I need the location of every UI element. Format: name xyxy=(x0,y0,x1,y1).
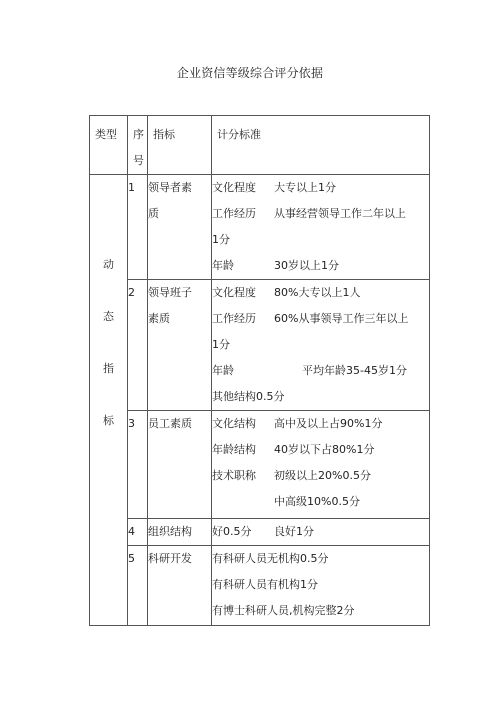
standard-cell: 好0.5分 良好1分 xyxy=(212,519,430,546)
header-indicator: 指标 xyxy=(148,116,212,175)
standard-cell: 文化程度 大专以上1分 工作经历 从事经营领导工作二年以上 1分 年龄 30岁以上1分 xyxy=(212,175,430,280)
standard-cell: 文化结构 高中及以上占90%1分 年龄结构 40岁以下占80%1分 技术职称 初级以上20%0.5分 中高级10%0.5分 xyxy=(212,411,430,519)
scoring-table xyxy=(89,115,430,626)
type-char: 指 xyxy=(103,362,114,375)
standard-cell: 文化程度 80%大专以上1人 工作经历 60%从事领导工作三年以上 1分 年龄 平均年龄35-45岁1分 其他结构0.5分 xyxy=(212,280,430,411)
table-row xyxy=(90,280,430,411)
seq-cell: 1 xyxy=(128,175,148,280)
indicator-cell: 科研开发 xyxy=(148,546,212,626)
type-char: 态 xyxy=(103,310,114,323)
standard-cell: 有科研人员无机构0.5分 有科研人员有机构1分 有博士科研人员,机构完整2分 xyxy=(212,546,430,626)
table-row xyxy=(90,411,430,519)
table-row xyxy=(90,546,430,626)
indicator-cell: 领导者素 质 xyxy=(148,175,212,280)
seq-cell: 5 xyxy=(128,546,148,626)
seq-cell: 2 xyxy=(128,280,148,411)
indicator-cell: 组织结构 xyxy=(148,519,212,546)
header-standard: 计分标准 xyxy=(212,116,430,175)
table-row xyxy=(90,519,430,546)
indicator-cell: 领导班子 素质 xyxy=(148,280,212,411)
seq-cell: 4 xyxy=(128,519,148,546)
document-title: 企业资信等级综合评分依据 xyxy=(176,66,324,80)
type-char: 动 xyxy=(103,258,114,271)
header-type: 类型 xyxy=(90,116,128,175)
header-seq: 序 号 xyxy=(128,116,148,175)
type-cell xyxy=(90,175,128,626)
table-row xyxy=(90,175,430,280)
indicator-cell: 员工素质 xyxy=(148,411,212,519)
seq-cell: 3 xyxy=(128,411,148,519)
header-row xyxy=(90,116,430,175)
type-char: 标 xyxy=(103,414,114,427)
